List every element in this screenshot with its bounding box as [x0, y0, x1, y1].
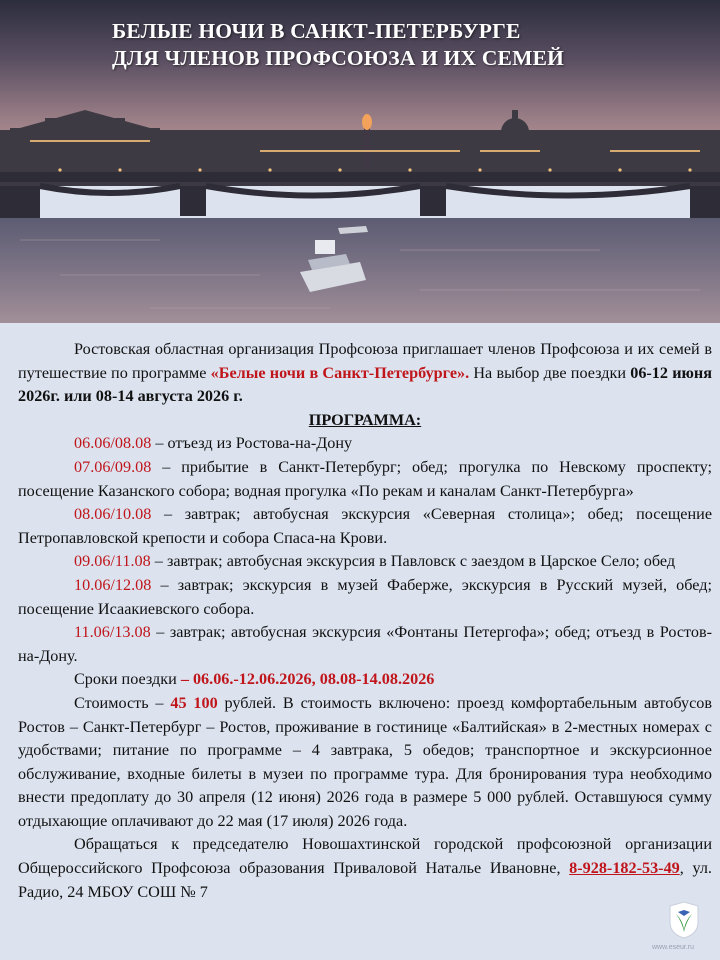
announcement-body [18, 338, 712, 904]
trip-dates: 06-12 июня 2026г. или 08-14 августа 2026 г. [18, 363, 712, 406]
day-text: – завтрак; экскурсия в музей Фаберже, экскурсия в Русский музей, обед; посещение Исаакиевского собора. [18, 575, 712, 618]
phone-link[interactable]: 8-928-182-53-49 [569, 859, 680, 878]
day-date: 10.06/12.08 [74, 575, 152, 594]
site-watermark: www.eseur.ru [652, 944, 695, 951]
day-date: 11.06/13.08 [74, 623, 151, 642]
program-day [18, 456, 712, 503]
day-date: 07.06/09.08 [74, 457, 152, 476]
day-date: 08.06/10.08 [74, 505, 152, 524]
hero-photo [0, 0, 720, 323]
program-heading: ПРОГРАММА: [308, 410, 422, 429]
program-day [18, 503, 712, 550]
price: 45 100 [170, 693, 218, 712]
day-text: – завтрак; автобусная экскурсия «Фонтаны Петергофа»; обед; отъезд в Ростов-на-Дону. [18, 623, 712, 665]
page-title [112, 18, 564, 72]
program-name: «Белые ночи в Санкт-Петербурге». [210, 363, 470, 382]
day-text: – завтрак; автобусная экскурсия в Павловск с заездом в Царское Село; обед [150, 552, 676, 571]
contact-address: , ул. Радио, 24 МБОУ СОШ № 7 [18, 859, 712, 901]
intro-text-2: На выбор две поездки [469, 363, 631, 382]
cost-paragraph [18, 692, 712, 834]
title-line-1: БЕЛЫЕ НОЧИ В САНКТ-ПЕТЕРБУРГЕ [112, 19, 521, 43]
program-day [18, 432, 712, 456]
cost-text: рублей. В стоимость включено: проезд комфортабельным автобусов Ростов – Санкт-Петербург – Ростов, проживание в гостинице «Балтийская» в 2-местных номерах с удобствами; питание по программе – 4 завтрака, 5 обедов; транспортное и экскурсионное обслуживание, входные билеты в музеи по программе тура. Для бронирования тура необходимо внести предоплату до 30 апреля (12 июня) 2026 года в размере 5 000 рублей. Оставшуюся сумму отдыхающие оплачивают до 22 мая (17 июля) 2026 года. [18, 693, 712, 830]
program-day [18, 550, 712, 574]
day-text: – отъезд из Ростова-на-Дону [151, 434, 353, 453]
day-text: – завтрак; автобусная экскурсия «Северная столица»; обед; посещение Петропавловской крепости и собора Спаса-на Крови. [18, 505, 712, 547]
terms-value: – 06.06.-12.06.2026, 08.08-14.08.2026 [176, 670, 435, 689]
rostral-column [364, 128, 370, 168]
union-logo-icon [664, 900, 704, 940]
contact-text: Обращаться к председателю Новошахтинской городской профсоюзной организации Общероссийского Профсоюза образования Приваловой Наталье Ивановне, [18, 835, 712, 878]
day-text: – прибытие в Санкт-Петербург; обед; прогулка по Невскому проспекту; посещение Казанского собора; водная прогулка «По рекам и каналам Санкт-Петербурга» [18, 457, 712, 500]
trip-terms [18, 668, 712, 692]
intro-paragraph [18, 338, 712, 409]
intro-text: Ростовская областная организация Профсоюза приглашает членов Профсоюза и их семей в путешествие по программе [18, 340, 712, 382]
terms-label: Сроки поездки [74, 670, 177, 689]
program-day [18, 621, 712, 668]
cost-label: Стоимость – [74, 693, 171, 712]
program-day [18, 574, 712, 621]
bridge [0, 172, 720, 222]
contact-paragraph [18, 833, 712, 904]
day-date: 09.06/11.08 [74, 552, 151, 571]
day-date: 06.06/08.08 [74, 434, 152, 453]
title-line-2: ДЛЯ ЧЛЕНОВ ПРОФСОЮЗА И ИХ СЕМЕЙ [112, 46, 565, 70]
